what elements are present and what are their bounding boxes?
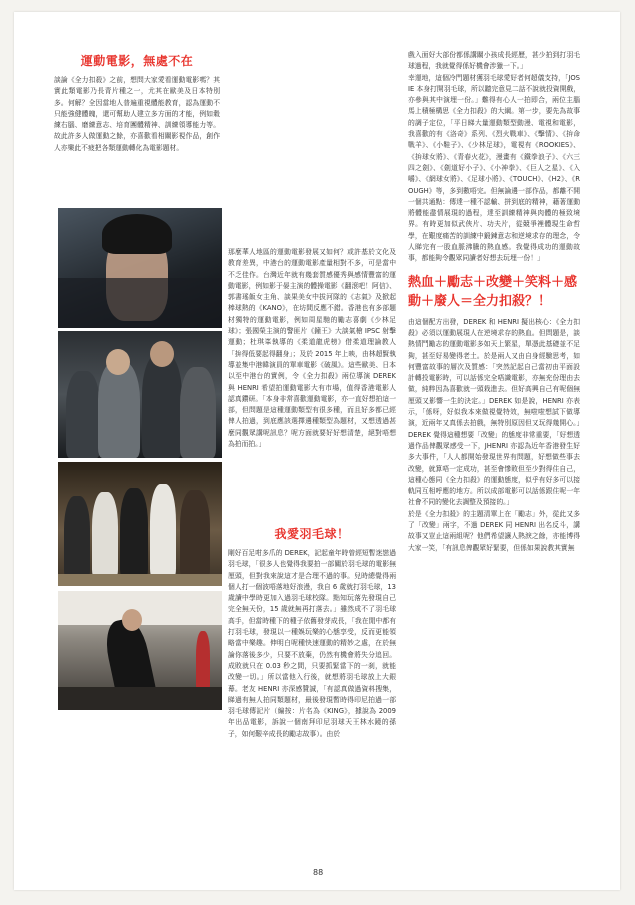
body-paragraph: 談論《全力扣殺》之前，想問大家愛看運動電影嗎？其實此類電影乃長青片種之一，尤其在歐美及日本特別多。何解？全因當地人普遍重視體能教育，認為運動不只能強健體魄，還可幫助人建立多方面的才能，例如穀練右腦、磨練意志、培育團體精神、訓練領導能力等。故此許多人做運動之餘，亦喜歡看相關影視作品，創作人亦樂此不疲把各類運動轉化為電影題材。	[54, 76, 220, 152]
right-column	[408, 50, 580, 554]
middle-upper-text	[228, 247, 396, 450]
section-heading-formula: 熱血＋勵志＋改變＋笑料＋感動＋廢人＝全力扣殺？！	[408, 274, 578, 309]
body-paragraph: 幸運地，這個冷門題材獲羽毛球愛好者何超儀支持，「JOSIE 本身打開羽毛球，所以聽完意見二話不說就投資開戲，亦參與其中演埋一份。」難得有心人一拍即合，兩位主腦馬上積極構思《全力扣殺》的大綱。第一步，要先為故事的調子定位，「平日睇大量運動類型動漫、電視和電影，我喜歡的有《洛奇》系列、《烈火戰車》、《擊情》、《拚命戰羊》、《小鞋子》、《少林足球》，電視有《ROOKIES》、《拚球女將》、《青春火花》，漫畫有《鐵拳浪子》、《六三四之劍》、《劍道好小子》、《小神拳》、《巨人之星》、《入嚼》、《網球女將》、《足球小將》、《TOUCH》、《H2》、《ROUGH》等，多到數唔完。但無論邊一部作品，都離不開一個共通點：傳達一種不認輸、拼到底的精神，藉著運動將體能盡情展現的過程，達至訓練精神與肉體的極致境界。有時更加似武俠片、功夫片，從競爭裡體現生命哲學，在艱度痛苦的訓練中鍛鍊意志和逆境求存的理念，令人睇完有一股血脈沸騰的熱血感。我覺得成功的運動故事，都能夠令觀眾同讀者好想去玩埋一份！」	[408, 73, 580, 263]
page-number: 88	[313, 868, 324, 877]
body-paragraph: 於是《全力扣殺》的主題清單上在「勵志」外，從此又多了「改變」兩字，不過 DEREK 同 HENRI 出名反斗，講故事又豈止這兩組呢？他們希望讓人熱淚之餘，亦能博得大家一笑，「有訊息俾觀眾好緊要，但係如果說教其實無	[408, 509, 580, 552]
section-heading-i-love-badminton: 我愛羽毛球！	[274, 527, 350, 541]
middle-column	[228, 525, 396, 740]
film-still-photo	[58, 208, 222, 328]
body-paragraph: 剛好百足咁多爪的 DEREK，記起童年時曾經短暫迷戀過羽毛球，「很多人也覺得我要拍一部關於羽毛球的電影無厘頭，但對我來說這才是合理不過的事。兒時總覺得兩個人打一個波唔落地好浪漫，我自 6 歲就打羽毛球，13 歲讀中學時更加入過羽毛球校隊。點知玩落先發現自己完全無天份，15 歲就無再打落去。」雖然成不了羽毛球高手，但當時種下的種子依舊發芽成長，「我在閒中都有打羽毛球，發現以一種娛玩樂的心態享受，反而更能領略當中樂趣。伸明白呢種快速運動的精妙之處，在於無論你落後多少，只要不放棄，仍然有機會將失分追回。成敗就只在 0.03 秒之間，只要抓緊當下的一刹，就能改變一切。」所以當他入行後，就想將羽毛球放上大銀幕。老友 HENRI 亦深感贊誠，「有認真做過資料搜集，睇過有無人拍同類題材，最後發現暫時得印尼拍過一部羽毛球傳記片（編按：片名為《KING》，據說為 2009 年出品電影，訴說一個南拜印尼羽球天王林水鏡的孫子，如何艱辛成長的勵志故事）。由於	[228, 549, 396, 738]
film-still-photo	[58, 331, 222, 458]
section-heading-sports-films: 運動電影，無處不在	[80, 54, 194, 68]
left-column	[54, 52, 220, 154]
body-paragraph: 戲入面好大部份都係講關小孩成長經歷，甚少拍到打羽毛球過程，我就覺得係好機會涉獵一下。」	[408, 51, 580, 71]
body-paragraph: 那麼華人地區的運動電影發展又如何？或許基於文化及教育差異，中港台的運動電影產量相對不多，可是當中不乏佳作。台灣近年就有幾套質感優秀與感情豐富的運動電影，例如影于晏主演的體操電影《翻滾吧！阿信》、郭書瑤飯女主角、談果美女中拔河隊的《志氣》及掀起棒球熱的《KANO》，在坊間反應不錯。香港也有多部題材獨特的運動電影，例如周星馳的勵志喜劇《少林足球》；張國榮主演的警匪片《鐘王》大談氣槍 IPSC 射擊運動；杜琪峯執導的《柔道龍虎榜》借柔道理論教人「拚得低要起得翻身」；及於 2015 年上映，由林超賢執導並集中港韓演員的單車電影《破風》。這些歐美、日本以至中港台的實例，令《全力扣殺》兩位導演 DEREK 與 HENRI 希望拍運動電影大有市場，值得香港電影人認真鑽研。「本身非常喜歡運動電影，亦一直好想拍這一部，但問題是這種運動類型有很多種，而且好多都已經俾人拍過，到底應該選擇邊種類型為題材，又想透過甚麼同觀眾講呢訊息？呢方面就要好好想清楚，絕對唔想為拍而拍。」	[228, 248, 396, 449]
body-paragraph: 由這個配方出發，DEREK 和 HENRI 擬出核心：《全力扣殺》必須以運動展現人在逆境求存的熱血。但問題是，談熱情鬥勵志的運動電影多如天上繁星，單憑此基礎並不足夠，甚至好易變得老土。於是兩人又由自身經驗思考，如何豐富故事的層次及質感：「突然記起自己當初由平面設計轉投電影時，可以話係完全唔識電影，亦無充份理由去做，純粹因為喜歡就一頭栽進去。但好高興自己有呢個無厘頭又影響一生的決定。」DEREK 如是說，HENRI 亦表示，「係呀，好似我本來做視覺特效，無啦啦想試下做導演，近兩年又真係去拍戲，無特別原因但又玩得幾開心。」DEREK 覺得這種想要「改變」的態度非常重要，「好想透過作品俾觀眾感受一下，JHENRI 亦認為近年香港發生好多大事件，「人人都開始發現世界有問題，好想做些事去改變，就算唔一定成功，甚至會慘敗但至少對得住自己，這種心態同《全力扣殺》的運動態度，似乎有好多可以接軌同互相呼應的地方。所以成部電影可以話係跟住呢一年社會不同的變化去調整及預接的。」	[408, 317, 580, 507]
film-still-photo	[58, 462, 222, 586]
film-still-photo	[58, 591, 222, 710]
